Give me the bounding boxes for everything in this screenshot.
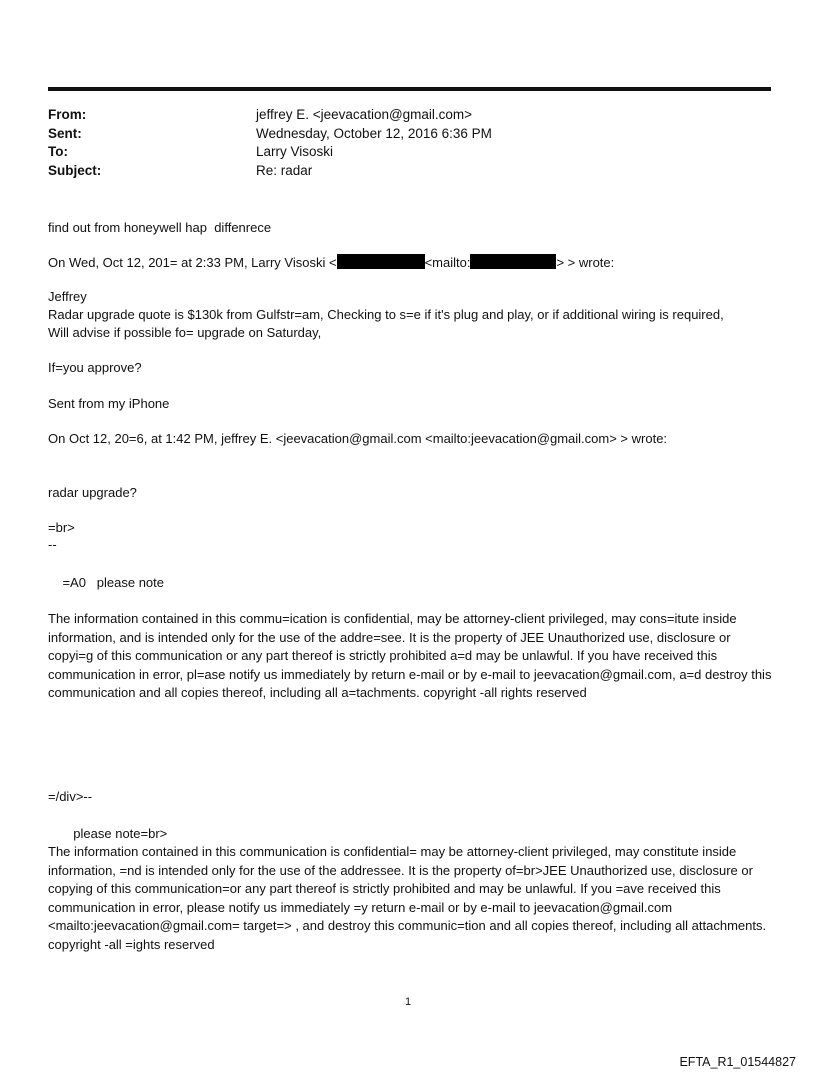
from-value: jeffrey E. <jeevacation@gmail.com> bbox=[256, 107, 473, 122]
notice-heading: please note=br> bbox=[48, 826, 168, 841]
body-line: If=you approve? bbox=[48, 360, 142, 375]
signature-line: Sent from my iPhone bbox=[48, 396, 170, 411]
separator-line: -- bbox=[48, 537, 57, 552]
to-label: To: bbox=[48, 144, 68, 159]
body-line: =/div>-- bbox=[48, 789, 93, 804]
notice-heading: =A0 please note bbox=[48, 575, 165, 590]
wrote-text: > > wrote: bbox=[556, 255, 615, 270]
to-value: Larry Visoski bbox=[256, 144, 334, 159]
body-line: radar upgrade? bbox=[48, 485, 137, 500]
quoted-intro-line bbox=[48, 254, 773, 273]
page-number: 1 bbox=[404, 996, 412, 1008]
sent-label: Sent: bbox=[48, 125, 82, 141]
subject-value: Re: radar bbox=[256, 162, 313, 178]
mailto-text: <mailto: bbox=[424, 255, 471, 270]
body-line: =br> bbox=[48, 520, 75, 535]
quoted-intro-line: On Oct 12, 20=6, at 1:42 PM, jeffrey E. <jeevacation@gmail.com <mailto:jeevacation@gmail.com> > wrote: bbox=[48, 431, 668, 446]
reply-line: find out from honeywell hap diffenrece bbox=[48, 220, 272, 235]
sent-value: Wednesday, October 12, 2016 6:36 PM bbox=[256, 125, 492, 141]
quoted-intro-text: On Wed, Oct 12, 201= at 2:33 PM, Larry Visoski < bbox=[48, 255, 337, 270]
redaction-box bbox=[337, 254, 425, 269]
subject-label: Subject: bbox=[48, 162, 102, 178]
from-label: From: bbox=[48, 107, 87, 122]
email-body bbox=[48, 0, 776, 1000]
confidentiality-notice: The information contained in this communication is confidential= may be attorney-client privileged, may constitute inside information, =nd is intended only for the use of the addressee. It is the property of=br>JEE Unauthorized use, disclosure or copying of this communication=or any part thereof is strictly prohibited and may be unlawful. If you =ave received this communication in error, please notify us immediately =y return e-mail or by e-mail to jeevacation@gmail.com <mailto:jeevacation@gmail.com= target=> , and destroy this communic=tion and all copies thereof, including all attachments. copyright -all =ights reserved bbox=[48, 844, 770, 952]
body-line: Will advise if possible fo= upgrade on Saturday, bbox=[48, 325, 322, 340]
bates-number: EFTA_R1_01544827 bbox=[679, 1055, 796, 1069]
salutation: Jeffrey bbox=[48, 289, 87, 304]
confidentiality-notice: The information contained in this commu=ication is confidential, may be attorney-client privileged, may cons=itute inside information, and is intended only for the use of the addre=see. It is the property of JEE Unauthorized use, disclosure or copyi=g of this communication or any part thereof is strictly prohibited a=d may be unlawful. If you have received this communication in error, pl=ase notify us immediately by return e-mail or by e-mail to jeevacation@gmail.com, a=d destroy this communication and all copies thereof, including all a=tachments. copyright -all rights reserved bbox=[48, 611, 776, 700]
redaction-box bbox=[470, 254, 556, 269]
body-line: Radar upgrade quote is $130k from Gulfstr=am, Checking to s=e if it's plug and play, or if additional wiring is required, bbox=[48, 307, 724, 322]
